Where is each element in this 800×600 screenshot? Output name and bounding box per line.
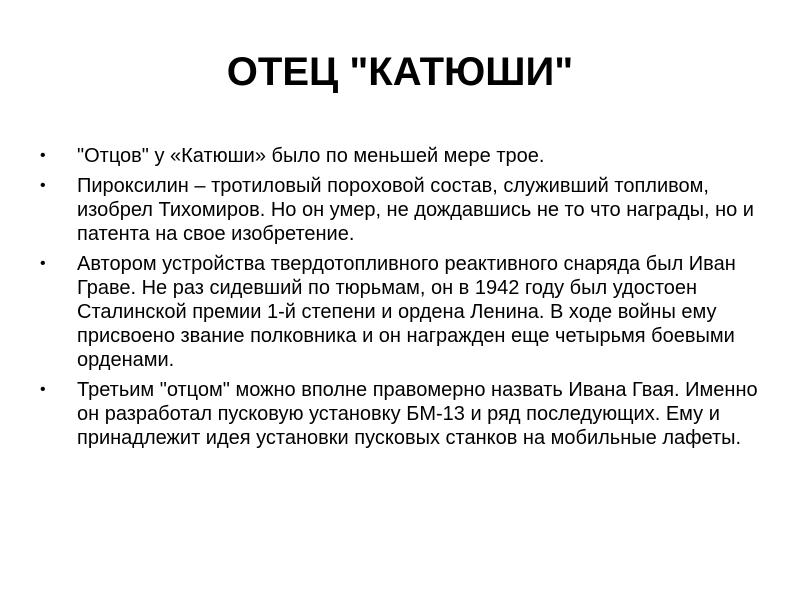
bullet-dot-icon: • — [40, 381, 46, 398]
bullet-dot-icon: • — [40, 147, 46, 164]
bullet-item — [40, 252, 760, 372]
bullet-text: "Отцов" у «Катюши» было по меньшей мере трое. — [77, 145, 545, 167]
bullet-text: Автором устройства твердотопливного реактивного снаряда был Иван Граве. Не раз сидевший по тюрьмам, он в 1942 году был удостоен Сталинской премии 1-й степени и ордена Ленина. В ходе войны ему присвоено звание полковника и он награжден еще четырьмя боевыми орденами. — [77, 253, 736, 371]
bullet-item — [40, 144, 760, 168]
bullet-dot-icon: • — [40, 177, 46, 194]
bullet-dot-icon: • — [40, 255, 46, 272]
bullet-text: Пироксилин – тротиловый пороховой состав, служивший топливом, изобрел Тихомиров. Но он умер, не дождавшись не то что награды, но и патента на свое изобретение. — [77, 175, 754, 245]
bullet-text: Третьим "отцом" можно вполне правомерно назвать Ивана Гвая. Именно он разработал пусковую установку БМ-13 и ряд последующих. Ему и принадлежит идея установки пусковых станков на мобильные лафеты. — [77, 379, 758, 449]
slide-title: ОТЕЦ "КАТЮШИ" — [226, 50, 574, 94]
bullet-item — [40, 378, 760, 450]
bullet-list — [40, 144, 760, 456]
bullet-item — [40, 174, 760, 246]
